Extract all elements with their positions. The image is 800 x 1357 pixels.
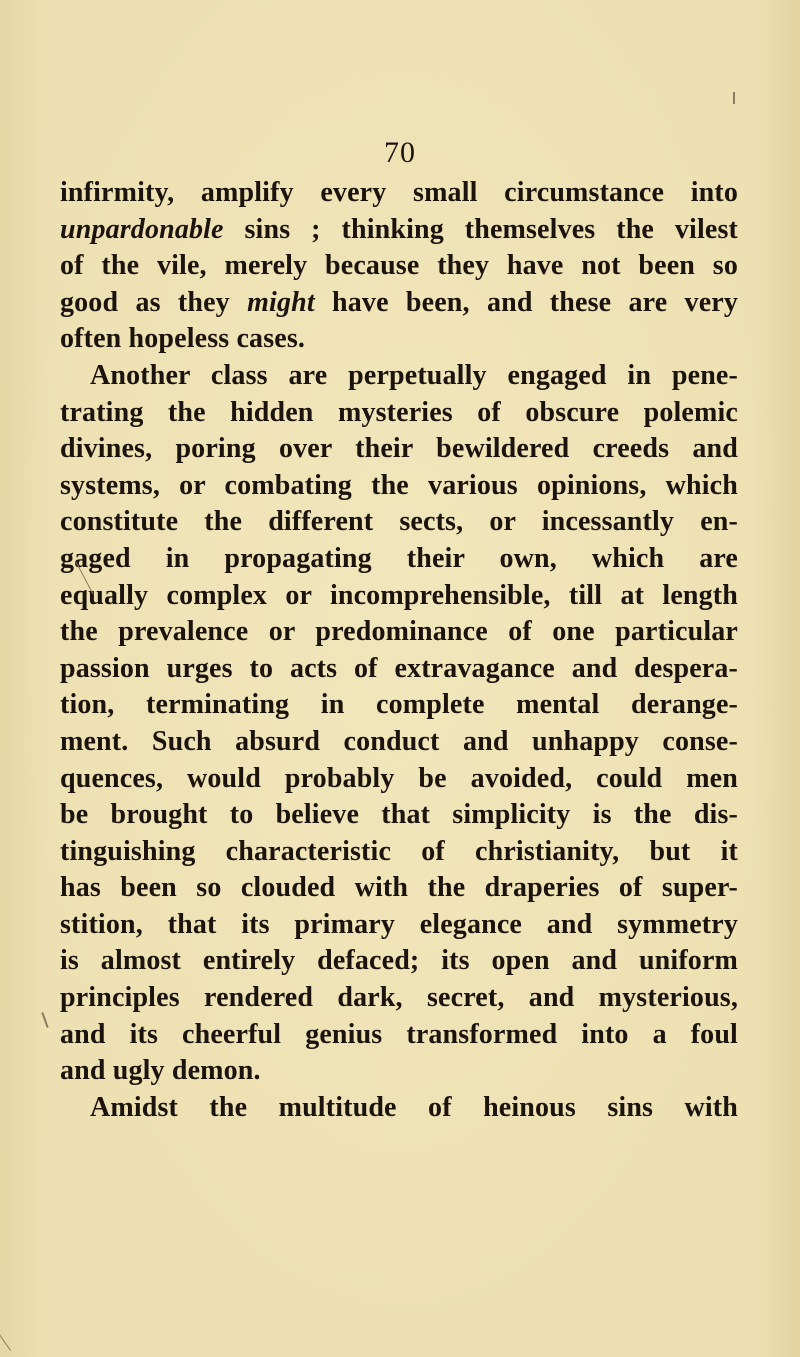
text-line-10: constitute the different sects, or incessantly en- — [60, 506, 738, 538]
text-line-6: Another class are perpetually engaged in pene- — [90, 359, 738, 391]
text-line-24: and its cheerful genius transformed into a foul — [60, 1018, 738, 1050]
paragraph-1 — [60, 175, 738, 358]
text-line-8: divines, poring over their bewildered creeds and — [60, 433, 738, 465]
scan-mark — [733, 92, 735, 104]
text-line-15: tion, terminating in complete mental derange- — [60, 689, 738, 721]
text-line-20: has been so clouded with the draperies of super- — [60, 872, 738, 904]
text-line-2: unpardonable sins ; thinking themselves the vilest — [60, 213, 738, 245]
paragraph-3 — [60, 1090, 738, 1127]
italic-emphasis: unpardonable — [60, 213, 224, 245]
text-line-18: be brought to believe that simplicity is the dis- — [60, 799, 738, 831]
text-line-7: trating the hidden mysteries of obscure polemic — [60, 396, 738, 428]
text-line-17: quences, would probably be avoided, could men — [60, 762, 738, 794]
text-line-4: good as they might have been, and these are very — [60, 286, 738, 318]
page-number: 70 — [384, 136, 416, 169]
text-line-26: Amidst the multitude of heinous sins with — [90, 1091, 738, 1123]
text-line-25: and ugly demon. — [60, 1055, 261, 1087]
text-line-9: systems, or combating the various opinions, which — [60, 469, 738, 501]
scan-mark — [0, 1327, 11, 1351]
text-line-19: tinguishing characteristic of christianity, but it — [60, 835, 738, 867]
body-text — [60, 175, 738, 1126]
text-line-5: often hopeless cases. — [60, 323, 306, 355]
text-line-12: equally complex or incomprehensible, till at length — [60, 579, 738, 611]
text-line-11: gaged in propagating their own, which are — [60, 542, 738, 574]
italic-emphasis: might — [247, 286, 315, 318]
text-line-14: passion urges to acts of extravagance and despera- — [60, 652, 738, 684]
paragraph-2 — [60, 358, 738, 1090]
scan-mark — [41, 1012, 48, 1028]
text-line-22: is almost entirely defaced; its open and uniform — [60, 945, 738, 977]
text-line-23: principles rendered dark, secret, and mysterious, — [60, 982, 738, 1014]
text-line-21: stition, that its primary elegance and symmetry — [60, 908, 738, 940]
text-line-3: of the vile, merely because they have not been so — [60, 250, 738, 282]
text-line-16: ment. Such absurd conduct and unhappy conse- — [60, 725, 738, 757]
text-line-13: the prevalence or predominance of one particular — [60, 616, 738, 648]
text-line-1: infirmity, amplify every small circumstance into — [60, 177, 738, 208]
